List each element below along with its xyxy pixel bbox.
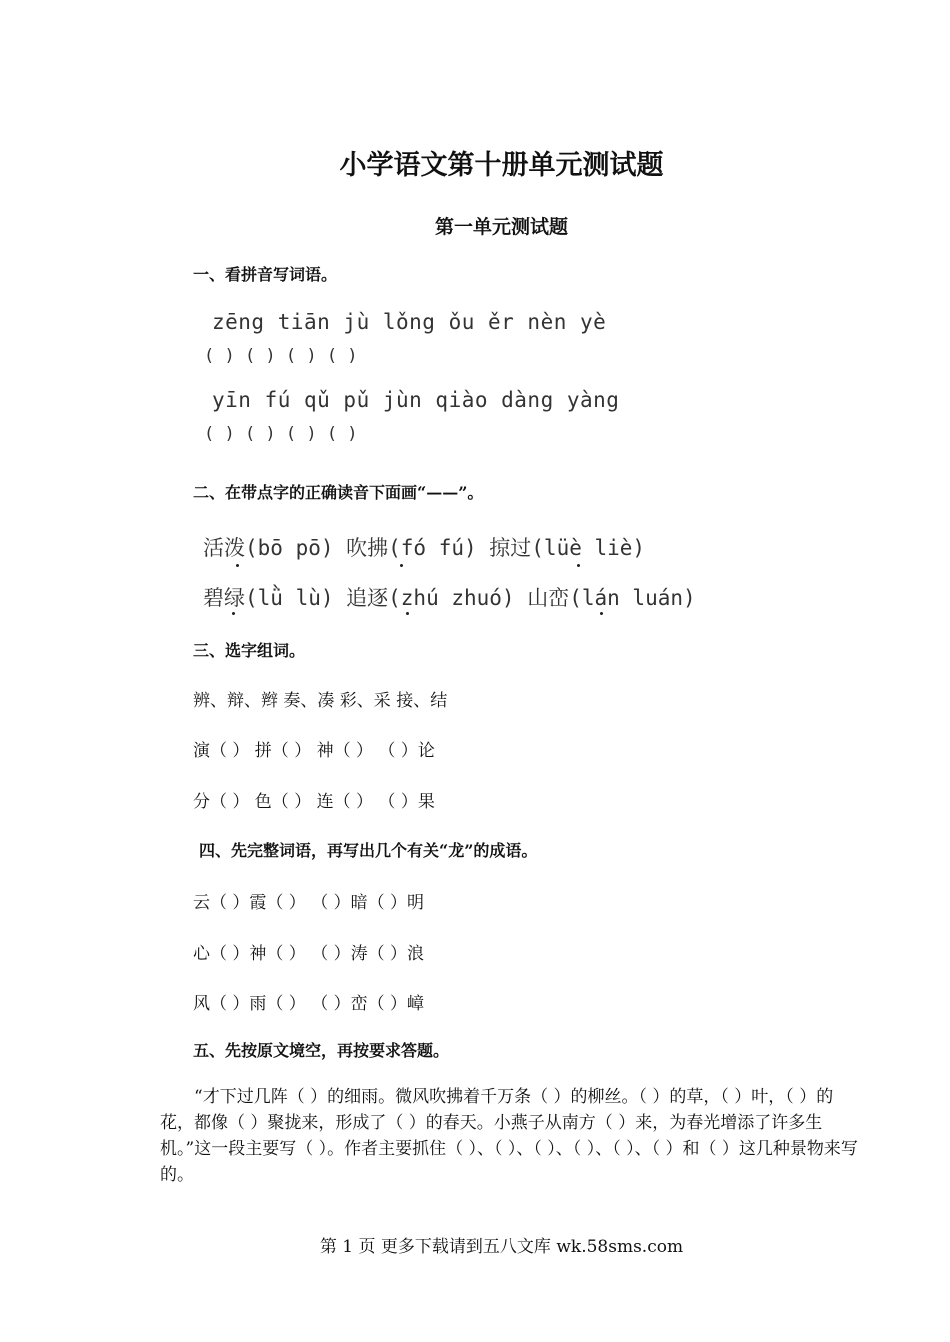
section-4-row-2: 心（ ）神（ ） （ ）涛（ ）浪: [193, 944, 425, 964]
section-4-row-3: 风（ ）雨（ ） （ ）峦（ ）嶂: [193, 994, 425, 1014]
emphasis-dot: [577, 564, 580, 567]
section-2-reading-row-2: 碧绿(lǜ lù) 追逐(zhú zhuó) 山峦(lán luán): [203, 586, 696, 610]
section-4-heading: 四、先完整词语，再写出几个有关“龙”的成语。: [199, 841, 538, 860]
emphasis-dot: [600, 612, 603, 615]
section-3-words-row-2: 分（ ） 色（ ） 连（ ） （ ）果: [193, 792, 435, 812]
section-1-answer-row-1: ( ) ( ) ( ) ( ): [204, 346, 358, 366]
section-4-row-1: 云（ ）霞（ ） （ ）暗（ ）明: [193, 893, 425, 913]
section-1-heading: 一、看拼音写词语。: [193, 265, 338, 284]
section-1-pinyin-row-2: yīn fú qǔ pǔ jùn qiào dàng yàng: [212, 388, 620, 412]
section-5-heading: 五、先按原文境空，再按要求答题。: [193, 1041, 450, 1060]
section-3-words-row-1: 演（ ） 拼（ ） 神（ ） （ ）论: [193, 741, 435, 761]
section-5-passage: “才下过几阵（ ）的细雨。微风吹拂着千万条（ ）的柳丝。（ ）的草，（ ）叶，（ ）的花，都像（ ）聚拢来，形成了（ ）的春天。小燕子从南方（ ）来，为春光增添了许多生机。”这一段主要写（ ）。作者主要抓住（ ）、（ ）、（ ）、（ ）、（ ）、（ ）和（ ）这几种景物来写的。: [160, 1087, 858, 1185]
section-1-answer-row-2: ( ) ( ) ( ) ( ): [204, 424, 358, 444]
emphasis-dot: [236, 564, 239, 567]
section-2-heading: 二、在带点字的正确读音下面画“——”。: [193, 483, 484, 502]
section-3-characters: 辨、辩、辫 奏、凑 彩、采 接、结: [193, 691, 448, 711]
emphasis-dot: [232, 612, 235, 615]
page-footer: 第 1 页 更多下载请到五八文库 wk.58sms.com: [319, 1237, 684, 1257]
section-1-pinyin-row-1: zēng tiān jù lǒng ǒu ěr nèn yè: [212, 310, 607, 334]
emphasis-dot: [400, 564, 403, 567]
section-2-reading-row-1: 活泼(bō pō) 吹拂(fó fú) 掠过(lüè liè): [203, 536, 646, 560]
emphasis-dot: [406, 612, 409, 615]
page-title: 小学语文第十册单元测试题: [339, 150, 664, 181]
section-3-heading: 三、选字组词。: [193, 641, 306, 660]
unit-subtitle: 第一单元测试题: [434, 216, 568, 238]
